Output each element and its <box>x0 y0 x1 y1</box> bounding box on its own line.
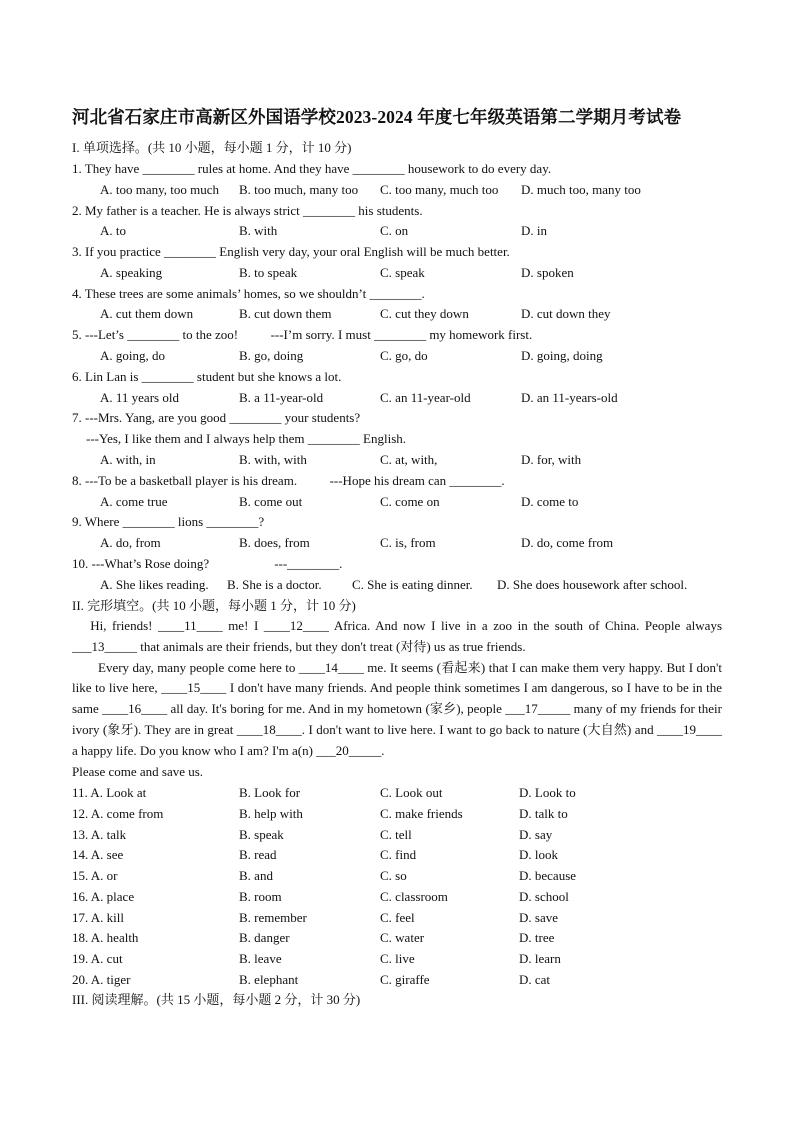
cloze-option: B. elephant <box>239 972 299 987</box>
option: B. come out <box>239 494 303 509</box>
cloze-option: D. look <box>519 847 558 862</box>
cloze-option: C. live <box>380 951 415 966</box>
option: B. too much, many too <box>239 182 359 197</box>
option: D. an 11-years-old <box>521 390 618 405</box>
page-title: 河北省石家庄市高新区外国语学校2023-2024 年度七年级英语第二学期月考试卷 <box>72 107 682 127</box>
cloze-option: 13. A. talk <box>72 827 127 842</box>
cloze-option: D. save <box>519 910 558 925</box>
option: B. to speak <box>239 265 298 280</box>
option: A. come true <box>100 494 168 509</box>
cloze-option: B. leave <box>239 951 282 966</box>
cloze-option: B. read <box>239 847 277 862</box>
option: B. a 11-year-old <box>239 390 324 405</box>
option: C. go, do <box>380 348 428 363</box>
cloze-option: D. cat <box>519 972 551 987</box>
cloze-option: B. room <box>239 889 282 904</box>
cloze-option: B. and <box>239 868 273 883</box>
question-stem: 2. My father is a teacher. He is always strict ________ his students. <box>72 203 423 218</box>
question-stem: 7. ---Mrs. Yang, are you good ________ your students? <box>72 410 361 425</box>
cloze-option: 12. A. come from <box>72 806 164 821</box>
option: A. going, do <box>100 348 165 363</box>
cloze-option: B. remember <box>239 910 307 925</box>
cloze-option: D. because <box>519 868 577 883</box>
section-heading: I. 单项选择。(共 10 小题，每小题 1 分，计 10 分) <box>72 140 352 155</box>
cloze-option: 17. A. kill <box>72 910 125 925</box>
question-stem: 6. Lin Lan is ________ student but she knows a lot. <box>72 369 342 384</box>
question-stem: 10. ---What’s Rose doing? ---________. <box>72 556 343 571</box>
option: A. to <box>100 223 126 238</box>
option: D. in <box>521 223 547 238</box>
cloze-option: C. tell <box>380 827 412 842</box>
cloze-option: 16. A. place <box>72 889 135 904</box>
cloze-option: D. learn <box>519 951 561 966</box>
cloze-option: B. speak <box>239 827 284 842</box>
cloze-option: C. classroom <box>380 889 448 904</box>
section-heading: II. 完形填空。(共 10 小题，每小题 1 分，计 10 分) <box>72 598 356 613</box>
section-heading: III. 阅读理解。(共 15 小题，每小题 2 分，计 30 分) <box>72 992 361 1007</box>
cloze-option: C. water <box>380 930 425 945</box>
question-stem-reply: ---Yes, I like them and I always help them ________ English. <box>86 431 407 446</box>
cloze-option: C. Look out <box>380 785 443 800</box>
option: A. She likes reading. <box>100 577 209 592</box>
option: B. go, doing <box>239 348 304 363</box>
option: A. with, in <box>100 452 156 467</box>
cloze-option: D. talk to <box>519 806 568 821</box>
option: C. come on <box>380 494 440 509</box>
option: C. too many, much too <box>380 182 499 197</box>
option: B. cut down them <box>239 306 332 321</box>
cloze-option: D. Look to <box>519 785 576 800</box>
question-stem: 9. Where ________ lions ________? <box>72 514 265 529</box>
option: C. cut they down <box>380 306 469 321</box>
option: B. with, with <box>239 452 307 467</box>
question-stem: 8. ---To be a basketball player is his dream. ---Hope his dream can ________. <box>72 473 505 488</box>
option: A. speaking <box>100 265 163 280</box>
option: C. an 11-year-old <box>380 390 471 405</box>
option: C. at, with, <box>380 452 438 467</box>
cloze-option: C. make friends <box>380 806 463 821</box>
question-stem: 1. They have ________ rules at home. And they have ________ housework to do every day. <box>72 161 552 176</box>
option: D. She does housework after school. <box>497 577 688 592</box>
cloze-option: D. school <box>519 889 569 904</box>
option: D. for, with <box>521 452 582 467</box>
cloze-option: 14. A. see <box>72 847 124 862</box>
option: C. speak <box>380 265 425 280</box>
option: C. She is eating dinner. <box>352 577 473 592</box>
option: D. going, doing <box>521 348 603 363</box>
cloze-option: C. feel <box>380 910 415 925</box>
cloze-option: C. so <box>380 868 407 883</box>
option: C. on <box>380 223 409 238</box>
option: D. much too, many too <box>521 182 641 197</box>
cloze-passage <box>72 616 722 782</box>
cloze-paragraph: Please come and save us. <box>72 763 204 779</box>
option: A. 11 years old <box>100 390 179 405</box>
option: D. cut down they <box>521 306 611 321</box>
cloze-option: B. help with <box>239 806 303 821</box>
option: A. do, from <box>100 535 161 550</box>
cloze-option: 11. A. Look at <box>72 785 147 800</box>
option: C. is, from <box>380 535 436 550</box>
cloze-option: D. tree <box>519 930 555 945</box>
cloze-option: 15. A. or <box>72 868 118 883</box>
cloze-option: C. find <box>380 847 417 862</box>
cloze-paragraph: Every day, many people come here to ____14____ me. It seems (看起来) that I can make them very happy. But I don't like to live here, ____15____ I don't have many friends. And people think sometimes I am dangerous, so I have to be in the same ____16____ all day. It's boring for me. And in my hometown (家乡), people ___17_____ many of my friends for their ivory (象牙). They are in great ____18____. I don't want to live here. I want to go back to nature (大自然) and ____19____ a happy life. Do you know who I am? I'm a(n) ___20_____. <box>72 659 722 758</box>
cloze-paragraph: Hi, friends! ____11____ me! I ____12____ Africa. And now I live in a zoo in the south of China. People always ___13_____ that animals are their friends, but they don't treat (对待) us as true friends. <box>72 618 722 654</box>
cloze-option: C. giraffe <box>380 972 430 987</box>
option: D. come to <box>521 494 579 509</box>
question-stem: 4. These trees are some animals’ homes, so we shouldn’t ________. <box>72 286 425 301</box>
cloze-option: B. Look for <box>239 785 301 800</box>
option: B. with <box>239 223 278 238</box>
cloze-option: 20. A. tiger <box>72 972 131 987</box>
option: A. too many, too much <box>100 182 220 197</box>
option: A. cut them down <box>100 306 194 321</box>
cloze-option: B. danger <box>239 930 290 945</box>
option: B. does, from <box>239 535 310 550</box>
option: D. do, come from <box>521 535 614 550</box>
question-stem: 5. ---Let’s ________ to the zoo! ---I’m sorry. I must ________ my homework first. <box>72 327 533 342</box>
question-stem: 3. If you practice ________ English very day, your oral English will be much better. <box>72 244 510 259</box>
cloze-option: 19. A. cut <box>72 951 123 966</box>
option: D. spoken <box>521 265 574 280</box>
option: B. She is a doctor. <box>227 577 322 592</box>
cloze-option: 18. A. health <box>72 930 139 945</box>
cloze-option: D. say <box>519 827 553 842</box>
